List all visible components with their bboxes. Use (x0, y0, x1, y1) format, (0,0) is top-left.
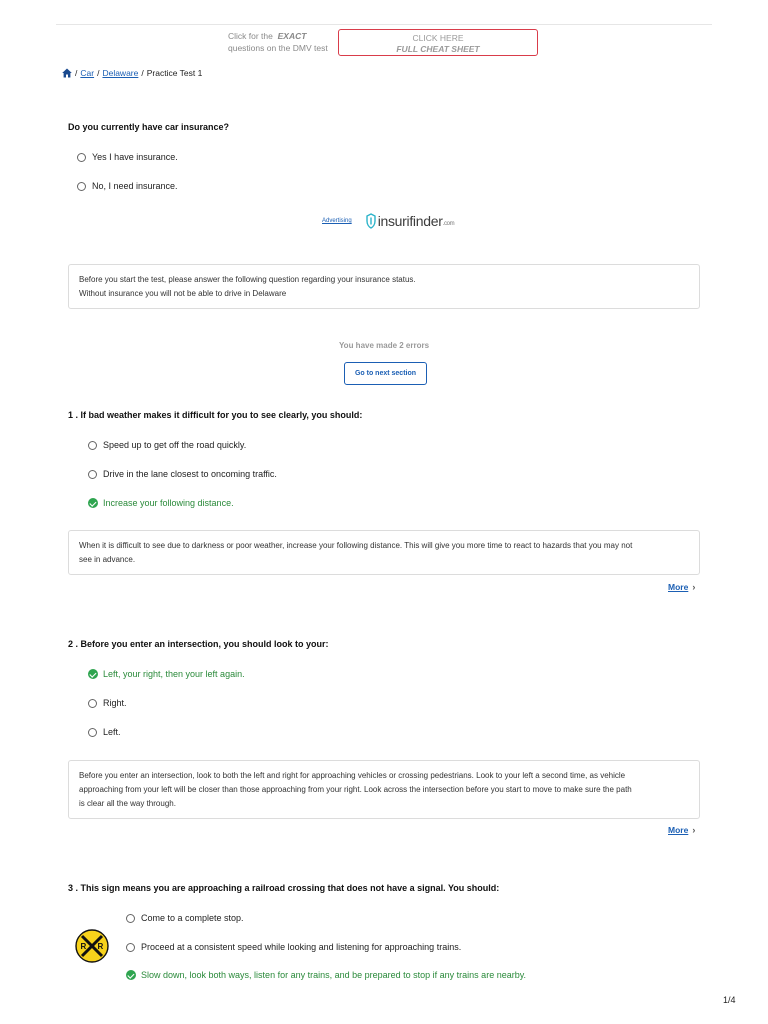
check-circle-icon (88, 669, 98, 679)
cheat-sheet-button[interactable] (338, 29, 538, 56)
breadcrumb-link-car[interactable]: Car (80, 68, 95, 78)
question-2-option-2[interactable] (88, 698, 127, 708)
question-2-option-3[interactable] (88, 727, 121, 737)
explanation-line: approaching from your left will be closer than those approaching from your right. Look across the intersection before you start to move to make sure the path (79, 785, 632, 794)
question-1-option-3[interactable] (88, 498, 234, 508)
question-2-option-1[interactable] (88, 669, 245, 679)
sign-letter-left: R (80, 942, 87, 951)
explanation-line: When it is difficult to see due to darkness or poor weather, increase your following distance. This will give you more time to react to hazards that you may not (79, 541, 633, 550)
advertising-link[interactable]: Advertising (322, 218, 352, 224)
home-icon[interactable] (62, 68, 72, 78)
option-label: Left. (103, 727, 121, 737)
breadcrumb-current: Practice Test 1 (146, 68, 203, 78)
option-label: Yes I have insurance. (92, 152, 178, 162)
more-label: More (668, 582, 689, 592)
explanation-line: Before you enter an intersection, look to both the left and right for approaching vehicles or crossing pedestrians. Look to your left a second time, as vehicle (79, 771, 626, 780)
breadcrumb-link-delaware[interactable]: Delaware (102, 68, 139, 78)
insurifinder-logo[interactable] (366, 213, 455, 229)
check-circle-icon (126, 970, 136, 980)
question-1-explanation (68, 530, 700, 575)
radio-icon[interactable] (88, 699, 97, 708)
next-section-button[interactable]: Go to next section (344, 362, 427, 385)
insurance-option-yes[interactable] (77, 152, 178, 162)
radio-icon[interactable] (77, 182, 86, 191)
question-3-option-3[interactable] (126, 970, 526, 980)
railroad-crossing-sign-icon (75, 929, 109, 963)
insurifinder-logo-suffix: .com (442, 220, 455, 227)
insurifinder-logo-text: insurifinder (377, 213, 443, 229)
promo-line1: Click for the (228, 31, 273, 41)
page-number: 1/4 (723, 995, 736, 1005)
option-label: Speed up to get off the road quickly. (103, 440, 247, 450)
question-2-explanation (68, 760, 700, 819)
option-label: Slow down, look both ways, listen for any trains, and be prepared to stop if any trains are nearby. (141, 970, 527, 980)
option-label: Left, your right, then your left again. (103, 669, 245, 679)
radio-icon[interactable] (126, 914, 135, 923)
option-label: Right. (103, 698, 127, 708)
cheat-sheet-button-line2: FULL CHEAT SHEET (396, 44, 480, 54)
sign-letter-right: R (97, 942, 104, 951)
question-3-title: 3 . This sign means you are approaching a railroad crossing that does not have a signal. You should: (68, 883, 500, 893)
explanation-line: see in advance. (79, 555, 136, 564)
question-1-option-1[interactable] (88, 440, 246, 450)
breadcrumb (62, 68, 202, 78)
top-divider (56, 24, 712, 25)
cheat-sheet-button-line1: CLICK HERE (412, 33, 464, 43)
cheat-sheet-promo-text (228, 30, 328, 54)
option-label: Drive in the lane closest to oncoming traffic. (103, 469, 277, 479)
radio-icon[interactable] (88, 470, 97, 479)
error-count: You have made 2 errors (338, 341, 430, 350)
explanation-line: is clear all the way through. (79, 799, 176, 808)
radio-icon[interactable] (77, 153, 86, 162)
chevron-right-icon: › (692, 582, 696, 592)
promo-emphasis: EXACT (277, 31, 307, 41)
check-circle-icon (88, 498, 98, 508)
shield-logo-icon (366, 213, 376, 229)
radio-icon[interactable] (126, 943, 135, 952)
insurance-note-line2: Without insurance you will not be able to drive in Delaware (79, 289, 287, 298)
breadcrumb-separator: / (141, 68, 144, 78)
advertisement (322, 213, 454, 229)
question-2-more-link[interactable] (668, 825, 695, 835)
option-label: Increase your following distance. (103, 498, 234, 508)
more-label: More (668, 825, 689, 835)
option-label: No, I need insurance. (92, 181, 178, 191)
insurance-option-no[interactable] (77, 181, 178, 191)
option-label: Proceed at a consistent speed while looking and listening for approaching trains. (141, 942, 462, 952)
insurance-question-title: Do you currently have car insurance? (68, 122, 230, 132)
breadcrumb-separator: / (97, 68, 100, 78)
question-3-option-1[interactable] (126, 913, 244, 923)
promo-line2: questions on the DMV test (228, 43, 328, 53)
option-label: Come to a complete stop. (141, 913, 244, 923)
question-1-title: 1 . If bad weather makes it difficult for you to see clearly, you should: (68, 410, 363, 420)
insurance-note (68, 264, 700, 309)
radio-icon[interactable] (88, 441, 97, 450)
question-2-title: 2 . Before you enter an intersection, you should look to your: (68, 639, 329, 649)
breadcrumb-separator: / (75, 68, 78, 78)
question-3-option-2[interactable] (126, 942, 461, 952)
radio-icon[interactable] (88, 728, 97, 737)
question-1-more-link[interactable] (668, 582, 695, 592)
chevron-right-icon: › (692, 825, 696, 835)
question-1-option-2[interactable] (88, 469, 277, 479)
insurance-note-line1: Before you start the test, please answer the following question regarding your insurance status. (79, 275, 416, 284)
